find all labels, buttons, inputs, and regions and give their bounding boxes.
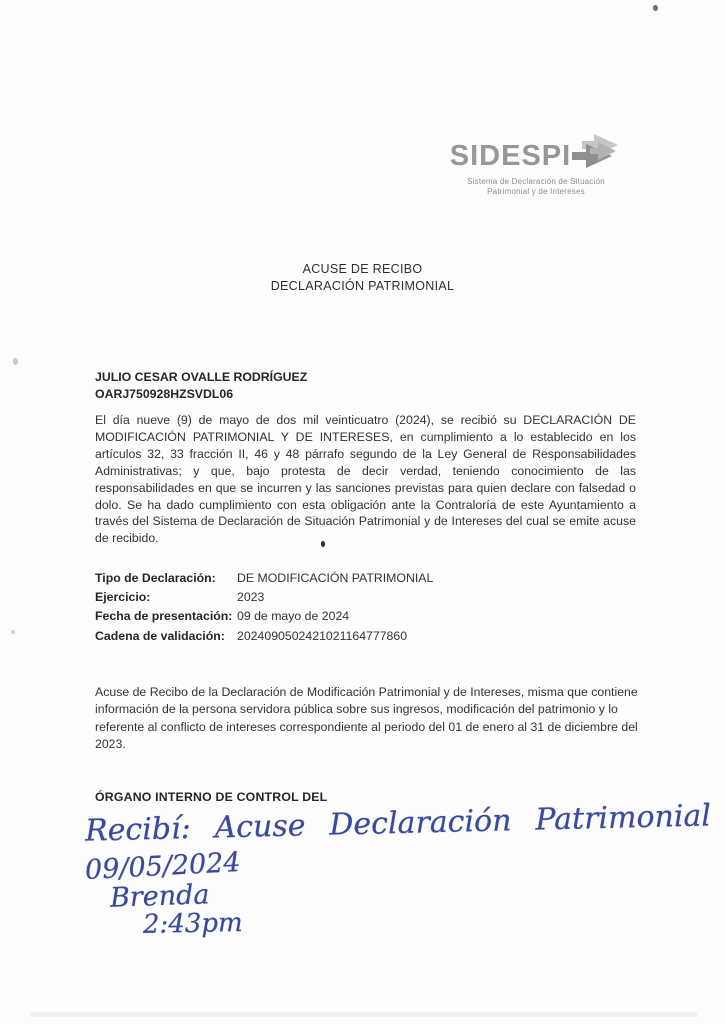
- scan-artifact: [321, 541, 325, 547]
- detail-row-tipo: [95, 569, 433, 588]
- recipient-name: JULIO CESAR OVALLE RODRÍGUEZ: [95, 370, 308, 384]
- handwritten-time: 2:43pm: [142, 908, 243, 940]
- detail-label: Ejercicio:: [95, 590, 151, 605]
- handwritten-word: Recibí:: [84, 811, 192, 849]
- handwritten-word: Acuse: [214, 808, 306, 846]
- handwritten-line1: [85, 798, 712, 848]
- title-line1: ACUSE DE RECIBO: [302, 262, 423, 276]
- scan-artifact: [653, 5, 658, 11]
- detail-value: 2024090502421021164777860: [237, 628, 408, 643]
- document-title: [0, 261, 725, 295]
- logo-tagline-line2: Patrimonial y de Intereses: [487, 187, 585, 196]
- handwritten-word: Patrimonial: [534, 798, 712, 838]
- double-arrow-right-icon: [568, 132, 622, 175]
- handwritten-name: Brenda: [109, 879, 211, 914]
- scan-artifact: [11, 630, 15, 634]
- handwritten-date: 09/05/2024: [84, 846, 242, 887]
- title-line2: DECLARACIÓN PATRIMONIAL: [270, 279, 455, 293]
- detail-row-ejercicio: [95, 588, 433, 607]
- body-paragraph: El día nueve (9) de mayo de dos mil veinticuatro (2024), se recibió su DECLARACIÓN DE MODIFICACIÓN PATRIMONIAL Y DE INTERESES, en cumplimiento a lo establecido en los artículos 32, 33 fracción II, 46 y 48 párrafo segundo de la Ley General de Responsabilidades Administrativas; y que, bajo protesta de decir verdad, teniendo conocimiento de las responsabilidades en que se incurren y las sanciones previstas para quien declare con falsedad o dolo. Se ha dado cumplimiento con esta obligación ante la Contraloría de este Ayuntamiento a través del Sistema de Declaración de Situación Patrimonial y de Intereses del cual se emite acuse de recibido.: [95, 413, 636, 546]
- handwritten-word: Declaración: [328, 803, 512, 843]
- detail-label: Tipo de Declaración:: [95, 571, 216, 585]
- detail-label: Fecha de presentación:: [95, 609, 233, 624]
- recipient-curp: OARJ750928HZSVDL06: [95, 386, 234, 401]
- detail-value: 2023: [237, 590, 265, 605]
- scan-artifact-bar: [30, 1012, 697, 1017]
- closing-paragraph: Acuse de Recibo de la Declaración de Modificación Patrimonial y de Intereses, misma que contiene información de la persona servidora pública sobre sus ingresos, modificación del patrimonio y lo referente al conflicto de intereses correspondiente al periodo del 01 de enero al 31 de diciembre del 2023.: [95, 685, 638, 751]
- detail-row-cadena: [95, 627, 433, 646]
- recipient-block: [95, 369, 307, 402]
- sidespi-logo: [438, 136, 634, 197]
- office-heading: ÓRGANO INTERNO DE CONTROL DEL: [95, 790, 328, 804]
- detail-row-fecha: [95, 607, 433, 626]
- logo-tagline-line1: Sistema de Declaración de Situación: [467, 177, 605, 186]
- declaration-details: [95, 569, 433, 646]
- detail-value: DE MODIFICACIÓN PATRIMONIAL: [237, 571, 434, 585]
- scan-artifact: [13, 358, 18, 365]
- detail-value: 09 de mayo de 2024: [237, 609, 350, 624]
- logo-wordmark: SIDESPI: [449, 139, 572, 172]
- detail-label: Cadena de validación:: [95, 628, 225, 643]
